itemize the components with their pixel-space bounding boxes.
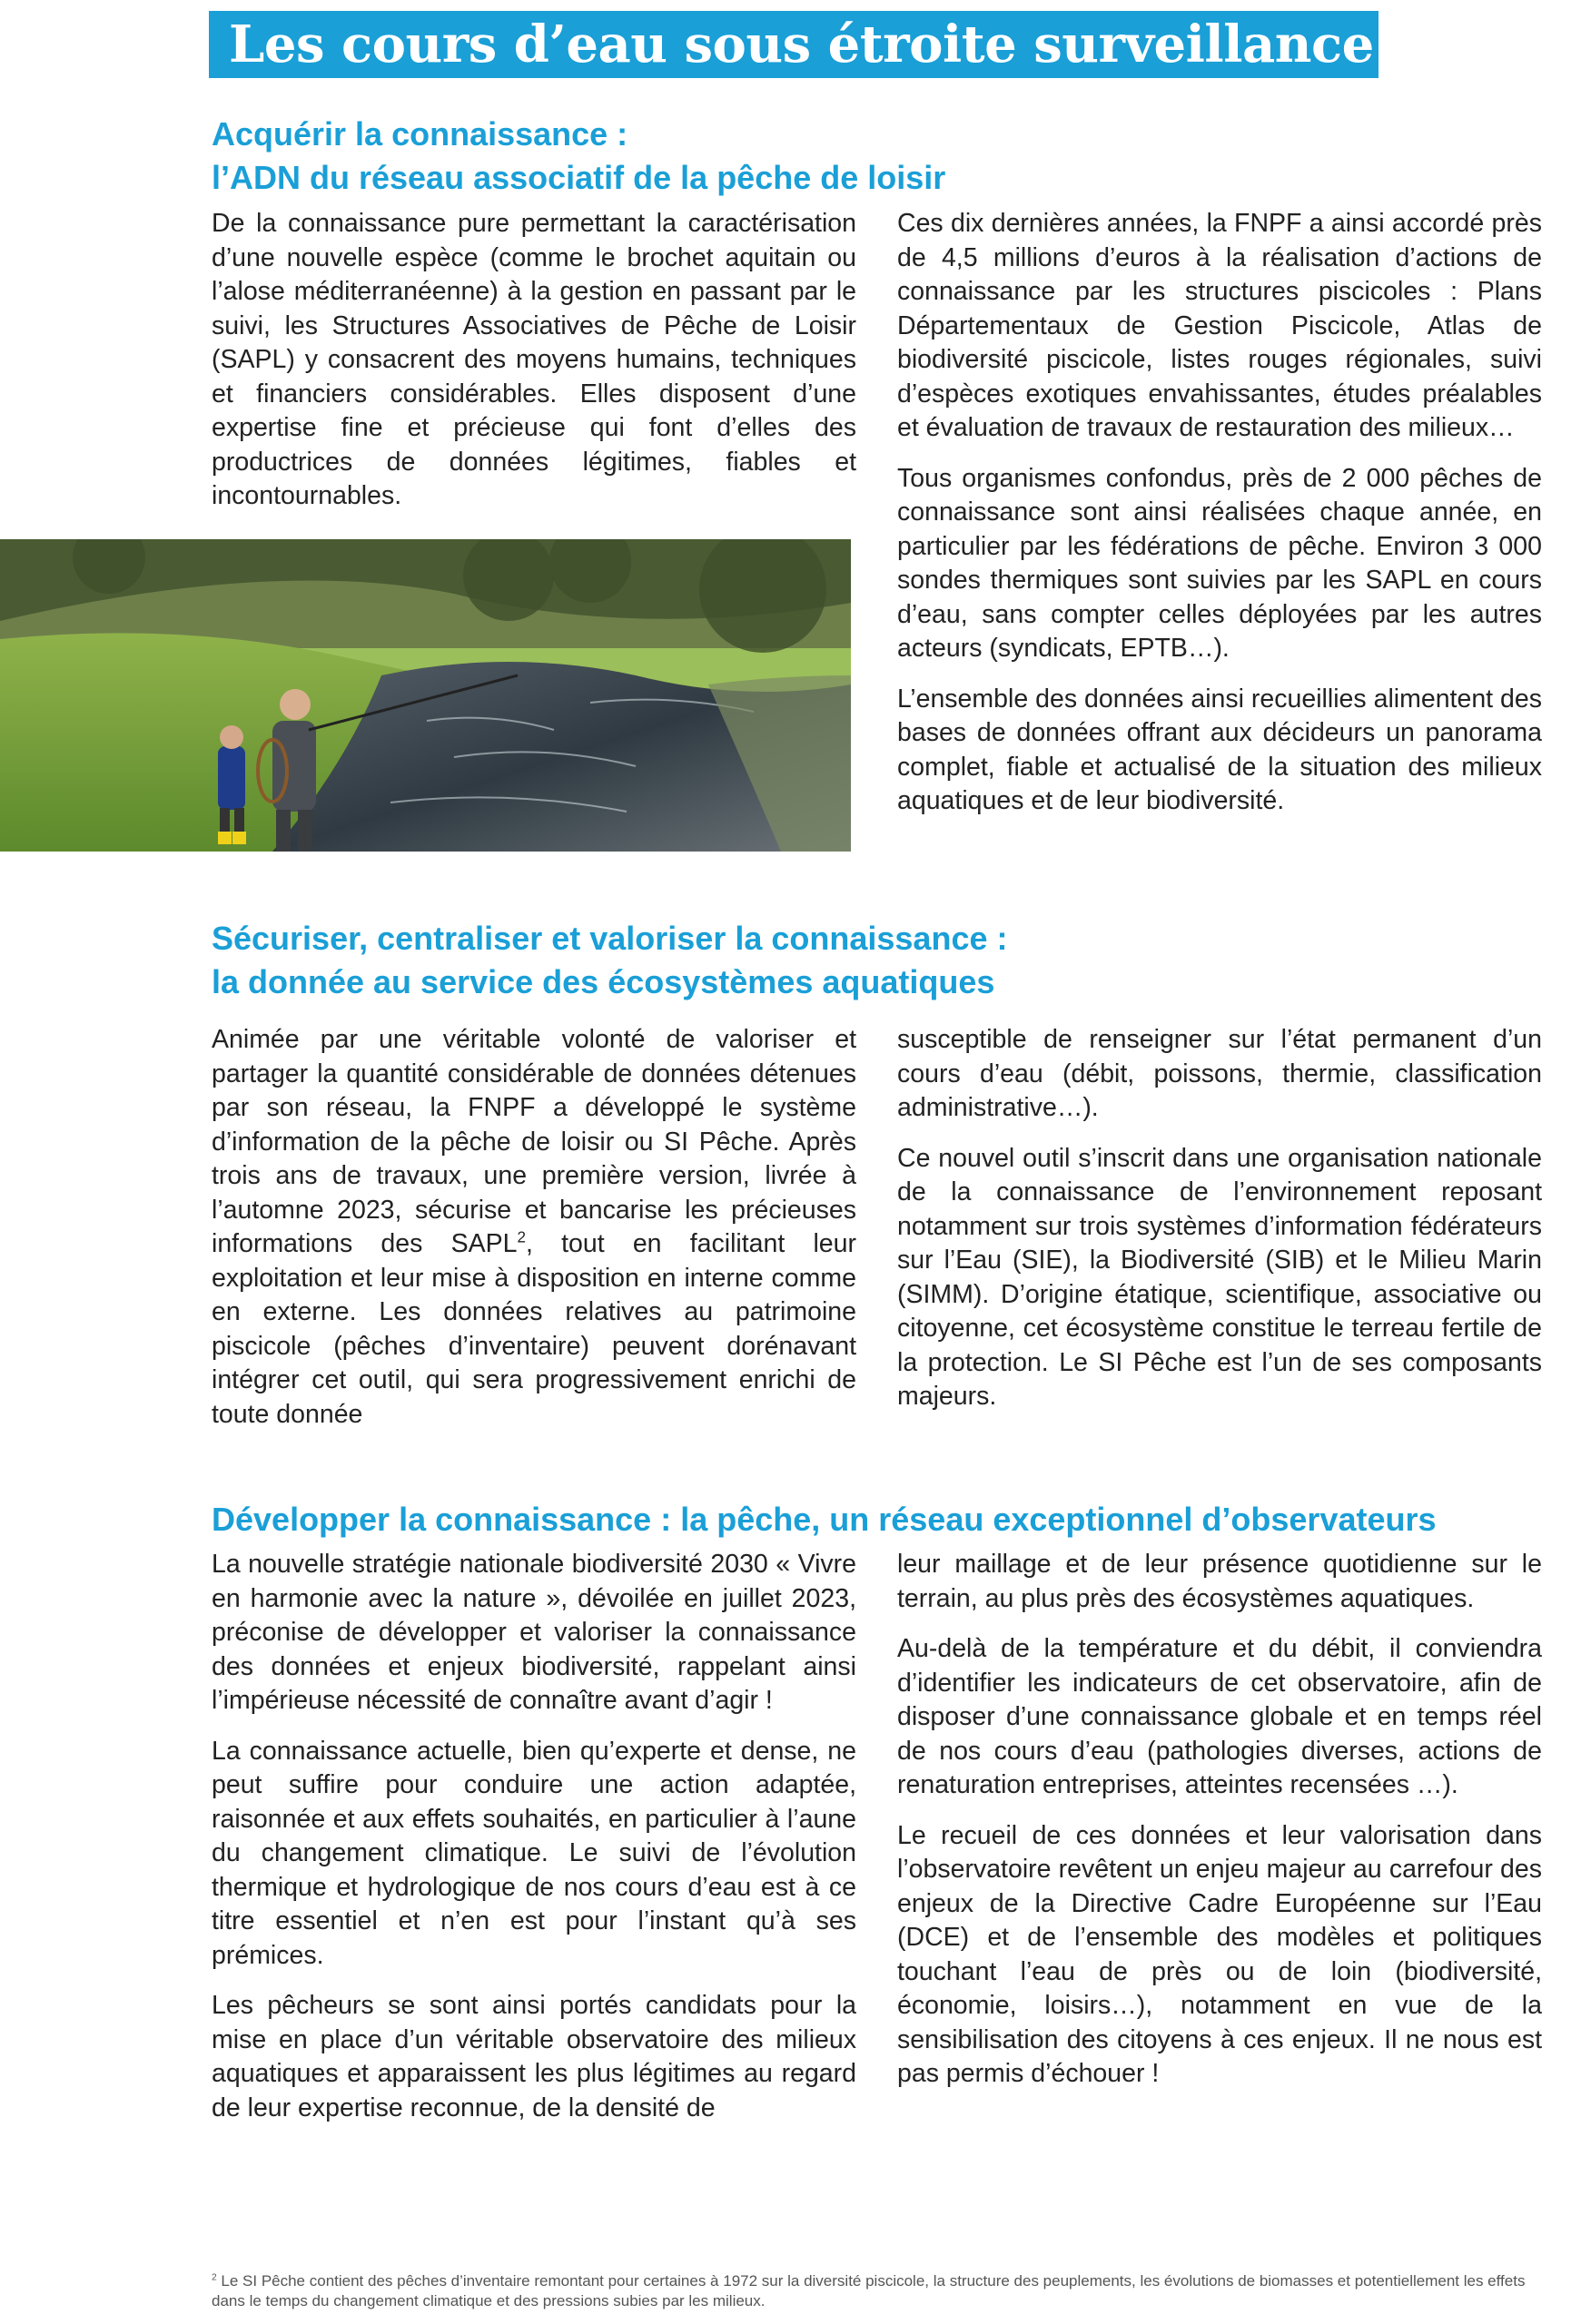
section2-right-paragraph-2: Ce nouvel outil s’inscrit dans une organisation nationale de la connaissance de l’environnement reposant notamment sur trois systèmes d’information fédérateurs sur l’Eau (SIE), la Biodiversité (SIB) et le Milieu Marin (SIMM). D’origine étatique, scientifique, associative ou citoyenne, cet écosystème constitue le terreau fertile de la protection. Le SI Pêche est l’un de ses composants majeurs. [897,1143,1542,1411]
section3-left-paragraph-3: Les pêcheurs se sont ainsi portés candidats pour la mise en place d’un véritable observatoire des milieux aquatiques et apparaissent les plus légitimes au regard de leur expertise reconnue, de la densité de [212,1991,856,2122]
section2-left-column [212,1023,856,1432]
section3-right-paragraph-3: Le recueil de ces données et leur valorisation dans l’observatoire revêtent un enjeu majeur au carrefour des enjeux de la Directive Cadre Européenne sur l’Eau (DCE) et de l’ensemble des modèles et politiques touchant l’eau de près ou de loin (biodiversité, économie, loisirs…), notamment en vue de la sensibilisation des citoyens à ces enjeux. Il ne nous est pas permis d’échouer ! [897,1820,1542,2088]
section2-heading-line2: la donnée au service des écosystèmes aquatiques [212,963,995,1000]
river-photo-illustration [0,539,851,852]
section2-left-text-b: , tout en facilitant leur exploitation et leur mise à disposition en interne comme en externe. Les données relatives au patrimoine piscicole (pêches d’inventaire) peuvent dorénavant intégrer cet outil, qui sera progressivement enrichi de toute donnée [212,1229,857,1429]
section1-left-column [212,207,856,514]
section3-left-paragraph-2: La connaissance actuelle, bien qu’experte et dense, ne peut suffire pour conduire une action adaptée, raisonnée et aux effets souhaités, en particulier à l’aune du changement climatique. Le suivi de l’évolution thermique et hydrologique de nos cours d’eau est à ce titre essentiel et n’en est pour l’instant qu’à ses prémices. [212,1736,856,1970]
page-title: Les cours d’eau sous étroite surveillance [229,15,1374,74]
section1-heading-line1: Acquérir la connaissance : [212,115,628,153]
section3-left-paragraph-1: La nouvelle stratégie nationale biodiversité 2030 « Vivre en harmonie avec la nature », dévoilée en juillet 2023, préconise de développer et valoriser la connaissance des données et enjeux biodiversité, rappelant ainsi l’impérieuse nécessité de connaître avant d’agir ! [212,1550,856,1715]
section3-right-paragraph-1: leur maillage et de leur présence quotidienne sur le terrain, au plus près des écosystèmes aquatiques. [897,1550,1542,1613]
section1-right-paragraph-1: Ces dix dernières années, la FNPF a ainsi accordé près de 4,5 millions d’euros à la réalisation d’actions de connaissance par les structures piscicoles : Plans Départementaux de Gestion Piscicole, Atlas de biodiversité piscicole, listes rouges régionales, suivi d’espèces exotiques envahissantes, études préalables et évaluation de travaux de restauration des milieux… [897,209,1542,442]
section2-left-text-a: Animée par une véritable volonté de valoriser et partager la quantité considérable de données détenues par son réseau, la FNPF a développé le système d’information de la pêche de loisir ou SI Pêche. Après trois ans de travaux, une première version, livrée à l’automne 2023, sécurise et bancarise les précieuses informations des SAPL [212,1025,856,1258]
section3-left-column [212,1548,856,2125]
section1-left-paragraph: De la connaissance pure permettant la caractérisation d’une nouvelle espèce (comme le brochet aquitain ou l’alose méditerranéenne) à la gestion en passant par le suivi, les Structures Associatives de Pêche de Loisir (SAPL) y consacrent des moyens humains, techniques et financiers considérables. Elles disposent d’une expertise fine et précieuse qui font d’elles des productrices de données légitimes, fiables et incontournables. [212,209,856,510]
footnote-text: Le SI Pêche contient des pêches d’inventaire remontant pour certaines à 1972 sur la diversité piscicole, la structure des peuplements, les évolutions de biomasses et potentiellement les effets dans le temps du changement climatique et des pressions subies par les milieux. [212,2272,1526,2309]
section3-heading: Développer la connaissance : la pêche, un réseau exceptionnel d’observateurs [212,1501,1437,1538]
footnote [212,2271,1546,2311]
section2-heading-line1: Sécuriser, centraliser et valoriser la connaissance : [212,920,1008,957]
section2-right-paragraph-1: susceptible de renseigner sur l’état permanent d’un cours d’eau (débit, poissons, thermie, classification administrative…). [897,1025,1542,1122]
footnote-reference: 2 [517,1228,526,1246]
footnote-mark: 2 [212,2272,217,2283]
section1-right-column [897,207,1542,819]
section3-right-column [897,1548,1542,2092]
section2-left-paragraph [212,1023,856,1432]
title-banner [209,11,1378,78]
photo-fishing-river [0,539,851,852]
section1-right-paragraph-2: Tous organismes confondus, près de 2 000 pêches de connaissance sont ainsi réalisées chaque année, en particulier par les fédérations de pêche. Environ 3 000 sondes thermiques sont suivies par les SAPL en cours d’eau, sans compter celles déployées par les autres acteurs (syndicats, EPTB…). [897,463,1542,663]
section3-right-paragraph-2: Au-delà de la température et du débit, il conviendra d’identifier les indicateurs de cet observatoire, afin de disposer d’une connaissance globale et en temps réel de nos cours d’eau (pathologies diverses, actions de renaturation entreprises, atteintes recensées …). [897,1634,1542,1799]
section1-heading-line2: l’ADN du réseau associatif de la pêche de loisir [212,159,946,196]
section2-right-column [897,1023,1542,1414]
section1-right-paragraph-3: L’ensemble des données ainsi recueillies alimentent des bases de données offrant aux décideurs un panorama complet, fiable et actualisé de la situation des milieux aquatiques et de leur biodiversité. [897,684,1542,815]
